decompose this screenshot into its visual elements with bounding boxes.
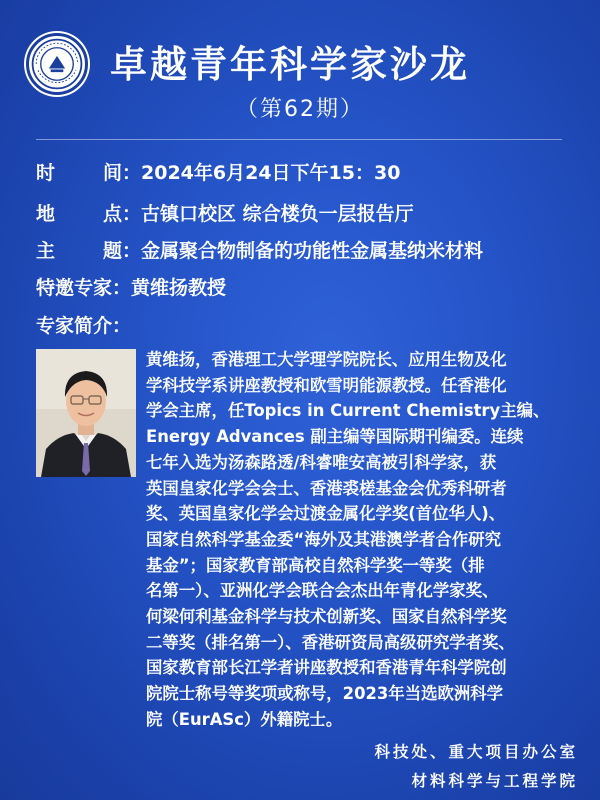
time-row [36, 158, 400, 185]
page-title: 卓越青年科学家沙龙 [110, 43, 470, 86]
time-label: 时 间 [36, 162, 122, 184]
bio-line: 学科技学系讲座教授和欧雪明能源教授。任香港化 [146, 375, 507, 395]
expert-label: 特邀专家： [36, 277, 132, 299]
topic-value: 金属聚合物制备的功能性金属基纳米材料 [141, 240, 484, 262]
bio-line: 奖、英国皇家化学会过渡金属化学奖(首位华人)、 [146, 504, 506, 524]
time-value: 2024年6月24日下午15：30 [141, 162, 401, 184]
place-colon: ： [122, 203, 142, 225]
university-seal-icon [29, 36, 85, 92]
expert-bio [146, 347, 578, 733]
bio-line: 院院士称号等奖项或称号，2023年当选欧洲科学 [146, 684, 504, 704]
organizer-line-1: 科技处、重大项目办公室 [374, 742, 578, 761]
place-value: 古镇口校区 综合楼负一层报告厅 [141, 203, 414, 225]
bio-line: 二等奖（排名第一）、香港研资局高级研究学者奖、 [146, 632, 515, 652]
place-label: 地 点 [36, 203, 122, 225]
topic-label: 主 题 [36, 240, 122, 262]
intro-label: 专家简介： [36, 315, 132, 337]
bio-line: 七年入选为汤森路透/科睿唯安高被引科学家，获 [146, 452, 497, 472]
organizer-line-2: 材料科学与工程学院 [411, 771, 578, 790]
expert-portrait-icon [36, 349, 136, 477]
header-divider [36, 139, 562, 140]
topic-row [36, 236, 483, 263]
intro-row [36, 311, 131, 338]
bio-line: 名第一）、亚洲化学会联合会杰出年青化学家奖、 [146, 581, 499, 601]
bio-line: 基金”；国家教育部高校自然科学奖一等奖（排 [146, 555, 485, 575]
expert-row [36, 273, 226, 300]
place-row [36, 199, 414, 226]
bio-line: 何梁何利基金科学与技术创新奖、国家自然科学奖 [146, 607, 507, 627]
bio-line: 学会主席，任Topics in Current Chemistry主编、 [146, 401, 550, 421]
bio-line: 国家教育部长江学者讲座教授和香港青年科学院创 [146, 658, 507, 678]
bio-line: Energy Advances 副主编等国际期刊编委。连续 [146, 427, 524, 447]
expert-photo [36, 349, 136, 477]
expert-value: 黄维扬教授 [131, 277, 227, 299]
topic-colon: ： [122, 240, 142, 262]
time-colon: ： [122, 162, 142, 184]
bio-line: 院（EurASc）外籍院士。 [146, 709, 343, 729]
bio-line: 英国皇家化学会会士、香港裘槎基金会优秀科研者 [146, 478, 507, 498]
bio-line: 国家自然科学基金委“海外及其港澳学者合作研究 [146, 529, 501, 549]
university-logo [26, 33, 88, 95]
bio-line: 黄维扬，香港理工大学理学院院长、应用生物及化 [146, 350, 507, 369]
issue-number: （第62期） [236, 97, 364, 122]
